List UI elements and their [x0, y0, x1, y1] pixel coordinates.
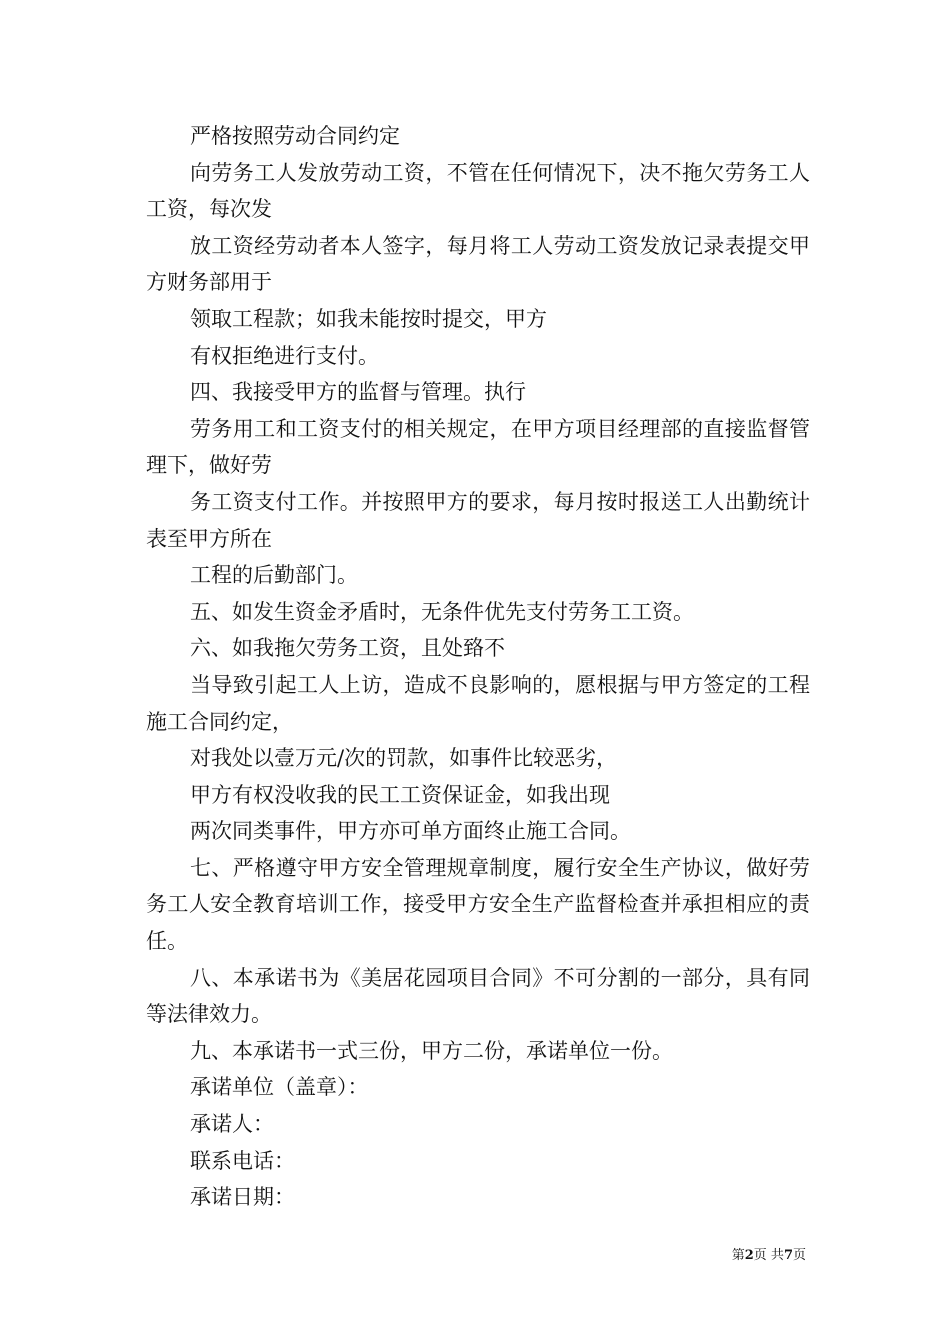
- paragraph-6: 四、我接受甲方的监督与管理。执行: [190, 380, 526, 405]
- signature-unit-field: 承诺单位（盖章）：: [190, 1075, 369, 1100]
- footer-middle: 页 共: [753, 1248, 784, 1263]
- paragraph-4: 领取工程款；如我未能按时提交，甲方: [190, 306, 547, 331]
- paragraph-12: 当导致引起工人上访，造成不良影响的，愿根据与甲方签定的工程施工合同约定，: [146, 672, 810, 734]
- paragraph-18: 九、本承诺书一式三份，甲方二份，承诺单位一份。: [190, 1038, 673, 1063]
- signature-person-field: 承诺人：: [190, 1112, 274, 1137]
- paragraph-5: 有权拒绝进行支付。: [190, 343, 379, 368]
- paragraph-7: 劳务用工和工资支付的相关规定，在甲方项目经理部的直接监督管理下，做好劳: [146, 416, 810, 478]
- paragraph-1: 严格按照劳动合同约定: [190, 124, 400, 148]
- paragraph-11: 六、如我拖欠劳务工资，且处臵不: [190, 636, 505, 661]
- paragraph-13: 对我处以壹万元/次的罚款，如事件比较恶劣，: [190, 746, 618, 771]
- paragraph-17: 八、本承诺书为《美居花园项目合同》不可分割的一部分，具有同等法律效力。: [146, 965, 810, 1027]
- footer-prefix: 第: [731, 1248, 745, 1263]
- paragraph-14: 甲方有权没收我的民工工资保证金，如我出现: [190, 782, 610, 807]
- paragraph-2: 向劳务工人发放劳动工资，不管在任何情况下，决不拖欠劳务工人工资，每次发: [146, 160, 810, 222]
- paragraph-3: 放工资经劳动者本人签字，每月将工人劳动工资发放记录表提交甲方财务部用于: [146, 233, 810, 295]
- footer-suffix: 页: [792, 1248, 806, 1263]
- total-page-number: 7: [783, 1248, 793, 1263]
- commitment-date-field: 承诺日期：: [190, 1185, 295, 1210]
- paragraph-9: 工程的后勤部门。: [190, 563, 358, 588]
- paragraph-10: 五、如发生资金矛盾时，无条件优先支付劳务工工资。: [190, 599, 694, 624]
- document-body: [146, 118, 810, 1216]
- paragraph-8: 务工资支付工作。并按照甲方的要求，每月按时报送工人出勤统计表至甲方所在: [146, 489, 810, 551]
- current-page-number: 2: [744, 1248, 754, 1263]
- contact-phone-field: 联系电话：: [190, 1148, 295, 1173]
- paragraph-15: 两次同类事件，甲方亦可单方面终止施工合同。: [190, 819, 631, 844]
- page-number-footer: [732, 1247, 806, 1265]
- paragraph-16: 七、严格遵守甲方安全管理规章制度，履行安全生产协议，做好劳务工人安全教育培训工作，接受甲方安全生产监督检查并承担相应的责任。: [146, 855, 810, 954]
